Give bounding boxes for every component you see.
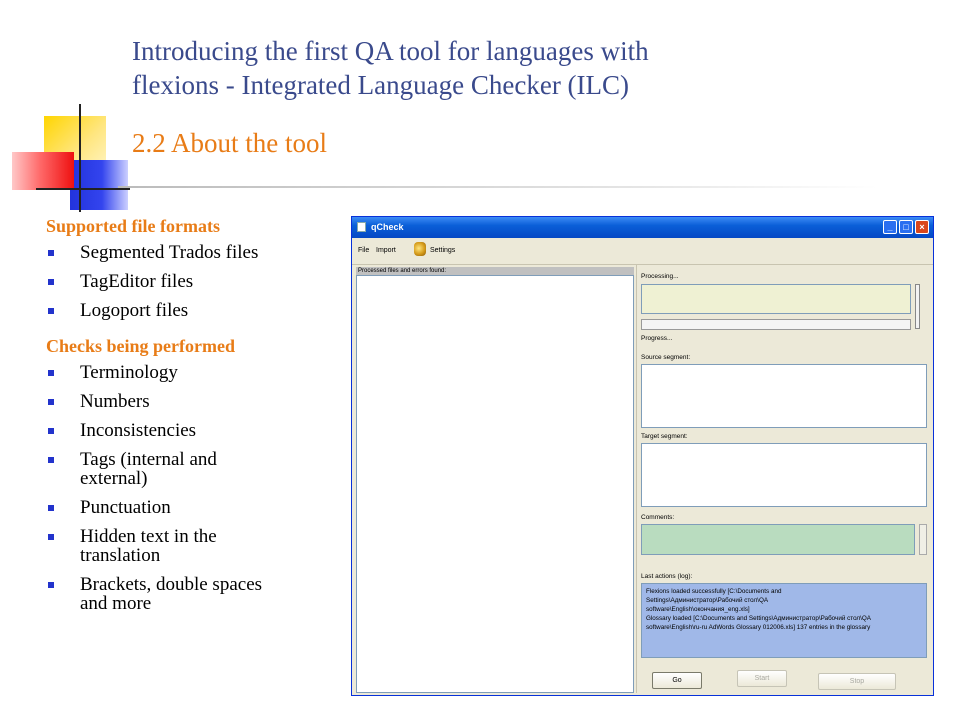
source-label: Source segment: [641,354,691,361]
bullet-icon [48,428,54,434]
list-item: Brackets, double spaces and more [46,575,346,613]
minimize-button[interactable]: _ [883,220,897,234]
source-segment-field[interactable] [641,364,927,428]
bullet-icon [48,457,54,463]
window-title: qCheck [371,222,404,232]
bullet-icon [48,308,54,314]
progress-bar [641,319,911,330]
processing-slider[interactable] [915,284,920,329]
comments-scrollbar[interactable] [919,524,927,555]
window-titlebar[interactable] [352,217,933,238]
list-item: Hidden text in the translation [46,527,346,565]
list-item: Logoport files [46,301,346,320]
title-divider [118,186,878,188]
log-line: Flexions loaded successfully [C:\Documents and [646,588,782,595]
comments-label: Comments: [641,514,675,521]
list-item: Terminology [46,363,346,382]
bullet-icon [48,582,54,588]
stop-button[interactable]: Stop [818,673,896,690]
bullet-icon [48,534,54,540]
results-list[interactable] [356,275,634,693]
go-button[interactable]: Go [652,672,702,689]
list-item: Tags (internal and external) [46,450,346,488]
log-line: software\English\окончания_eng.xls] [646,606,750,613]
results-panel-header: Processed files and errors found: [356,267,634,275]
menu-import[interactable]: Import [376,247,396,254]
list-item: Segmented Trados files [46,243,346,262]
log-line: Glossary loaded [C:\Documents and Settings\Администратор\Рабочий стол\QA [646,615,871,622]
feature-list [46,216,346,623]
settings-icon[interactable] [414,242,426,256]
qcheck-window [351,216,934,696]
menubar [352,238,933,265]
list-item: Punctuation [46,498,346,517]
slide-title [132,34,932,102]
comments-field[interactable] [641,524,915,555]
log-area[interactable] [641,583,927,658]
processing-field [641,284,911,314]
slide-title-line1: Introducing the first QA tool for languages with [132,36,649,66]
target-label: Target segment: [641,433,688,440]
log-label: Last actions (log): [641,573,693,580]
slide-title-line2: flexions - Integrated Language Checker (ILC) [132,70,630,100]
list-item: TagEditor files [46,272,346,291]
list-item: Inconsistencies [46,421,346,440]
list-item: Numbers [46,392,346,411]
processing-label: Processing... [641,273,679,280]
bullet-icon [48,279,54,285]
checks-list [46,363,346,613]
progress-label: Progress... [641,335,673,342]
slide-subtitle: 2.2 About the tool [132,128,327,158]
formats-list [46,243,346,320]
checks-heading: Checks being performed [46,336,235,356]
bullet-icon [48,250,54,256]
app-icon [357,222,366,232]
formats-heading: Supported file formats [46,216,220,236]
menu-settings[interactable]: Settings [430,247,456,254]
panel-divider [636,265,637,693]
maximize-button[interactable]: □ [899,220,913,234]
bullet-icon [48,399,54,405]
start-button[interactable]: Start [737,670,787,687]
target-segment-field[interactable] [641,443,927,507]
decor-red-square [12,152,74,190]
bullet-icon [48,370,54,376]
bullet-icon [48,505,54,511]
log-line: Settings\Администратор\Рабочий стол\QA [646,597,769,604]
decor-vertical-line [79,104,81,212]
menu-file[interactable]: File [358,247,370,254]
log-line: software\English\ru-ru AdWords Glossary 012006.xls] 137 entries in the glossary [646,624,871,631]
decor-horizontal-line [36,188,130,190]
close-button[interactable]: × [915,220,929,234]
